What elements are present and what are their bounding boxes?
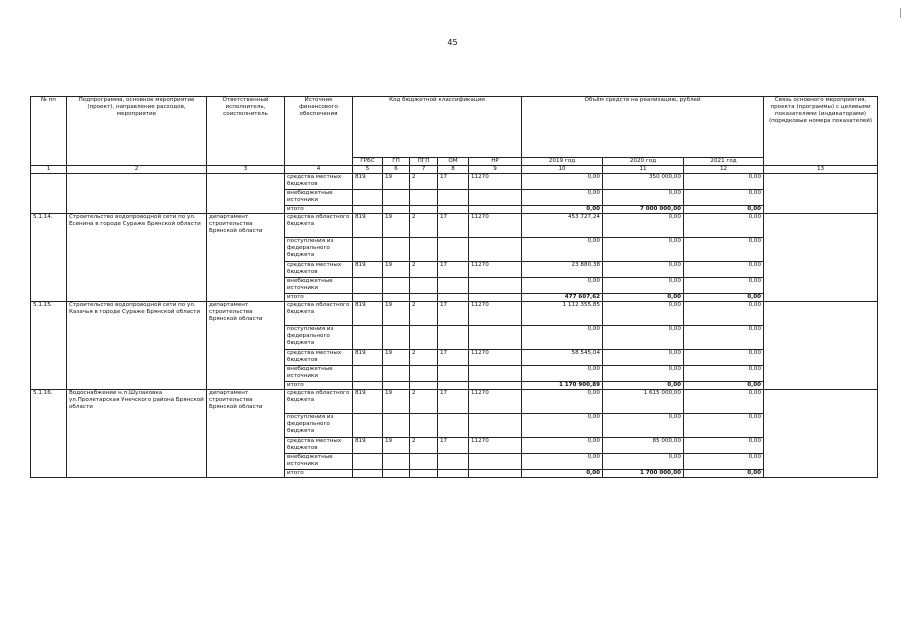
kbk-gp-cell: 19	[383, 213, 410, 237]
amount-2021-cell: 0,00	[684, 173, 764, 189]
col-number: 9	[469, 165, 522, 173]
amount-2021-cell: 0,00	[684, 261, 764, 277]
kbk-nr-cell: 11270	[469, 261, 522, 277]
kbk-gp-cell: 19	[383, 389, 410, 413]
source-cell: поступления из федерального бюджета	[285, 413, 353, 437]
kbk-nr-cell: 11270	[469, 301, 522, 325]
amount-2019-cell: 0,00	[522, 325, 603, 349]
kbk-grbs-cell: 819	[353, 261, 383, 277]
total-2021-cell: 0,00	[684, 381, 764, 389]
col-number: 13	[764, 165, 878, 173]
col-number: 6	[383, 165, 410, 173]
amount-2020-cell: 85 000,00	[603, 437, 684, 453]
amount-2019-cell: 0,00	[522, 389, 603, 413]
header-year-2021: 2021 год	[684, 158, 764, 166]
amount-2020-cell: 0,00	[603, 365, 684, 381]
amount-2019-cell: 23 880,38	[522, 261, 603, 277]
amount-2019-cell: 0,00	[522, 173, 603, 189]
col-number: 10	[522, 165, 603, 173]
total-2020-cell: 0,00	[603, 293, 684, 301]
kbk-gp-cell: 19	[383, 261, 410, 277]
source-cell: внебюджетные источники	[285, 453, 353, 469]
header-num: № пп	[31, 97, 67, 166]
amount-2021-cell: 0,00	[684, 453, 764, 469]
item-executor: департамент строительства Брянской области	[207, 213, 285, 301]
header-year-2019: 2019 год	[522, 158, 603, 166]
source-cell: средства местных бюджетов	[285, 173, 353, 189]
amount-2021-cell: 0,00	[684, 213, 764, 237]
item-executor: департамент строительства Брянской области	[207, 389, 285, 477]
col-number: 5	[353, 165, 383, 173]
amount-2021-cell: 0,00	[684, 325, 764, 349]
amount-2021-cell: 0,00	[684, 437, 764, 453]
page-number: 45	[447, 38, 458, 47]
source-cell: итого	[285, 205, 353, 213]
amount-2021-cell: 0,00	[684, 189, 764, 205]
header-executor: Ответственный исполнитель, соисполнитель	[207, 97, 285, 166]
header-link: Связь основного мероприятия, проекта (программы) с целевыми показателями (индикаторами) (порядковые номера показателей)	[764, 97, 878, 166]
amount-2020-cell: 0,00	[603, 413, 684, 437]
col-number: 3	[207, 165, 285, 173]
amount-2021-cell: 0,00	[684, 413, 764, 437]
col-number: 7	[410, 165, 438, 173]
header-om: ОМ	[438, 158, 469, 166]
header-nr: НР	[469, 158, 522, 166]
amount-2020-cell: 0,00	[603, 261, 684, 277]
item-link-cell	[764, 389, 878, 477]
kbk-nr-cell: 11270	[469, 389, 522, 413]
amount-2019-cell: 1 112 355,85	[522, 301, 603, 325]
header-amount: Объём средств на реализацию, рублей	[522, 97, 764, 158]
total-2020-cell: 0,00	[603, 381, 684, 389]
source-cell: средства местных бюджетов	[285, 437, 353, 453]
kbk-pgp-cell: 2	[410, 173, 438, 189]
kbk-om-cell: 17	[438, 301, 469, 325]
header-source: Источник финансового обеспечения	[285, 97, 353, 166]
total-2021-cell: 0,00	[684, 469, 764, 477]
header-grbs: ГРБС	[353, 158, 383, 166]
kbk-grbs-cell: 819	[353, 349, 383, 365]
col-number: 4	[285, 165, 353, 173]
total-2020-cell: 1 700 000,00	[603, 469, 684, 477]
kbk-grbs-cell: 819	[353, 173, 383, 189]
source-cell: итого	[285, 293, 353, 301]
item-num: 5.1.14.	[31, 213, 67, 301]
amount-2019-cell: 0,00	[522, 437, 603, 453]
source-cell: средства областного бюджета	[285, 389, 353, 413]
source-cell: внебюджетные источники	[285, 365, 353, 381]
amount-2020-cell: 0,00	[603, 301, 684, 325]
kbk-grbs-cell: 819	[353, 213, 383, 237]
kbk-pgp-cell: 2	[410, 301, 438, 325]
kbk-om-cell: 17	[438, 261, 469, 277]
amount-2019-cell: 0,00	[522, 277, 603, 293]
kbk-nr-cell: 11270	[469, 349, 522, 365]
item-executor: департамент строительства Брянской области	[207, 301, 285, 389]
amount-2021-cell: 0,00	[684, 389, 764, 413]
amount-2020-cell: 0,00	[603, 213, 684, 237]
kbk-nr-cell: 11270	[469, 173, 522, 189]
kbk-pgp-cell: 2	[410, 261, 438, 277]
kbk-pgp-cell: 2	[410, 437, 438, 453]
item-num: 5.1.15.	[31, 301, 67, 389]
amount-2019-cell: 58 545,04	[522, 349, 603, 365]
source-cell: внебюджетные источники	[285, 189, 353, 205]
header-gp: ГП	[383, 158, 410, 166]
amount-2020-cell: 1 615 000,00	[603, 389, 684, 413]
source-cell: поступления из федерального бюджета	[285, 325, 353, 349]
total-2019-cell: 0,00	[522, 205, 603, 213]
amount-2020-cell: 0,00	[603, 277, 684, 293]
header-year-2020: 2020 год	[603, 158, 684, 166]
table-row	[31, 301, 878, 325]
col-number: 12	[684, 165, 764, 173]
kbk-pgp-cell: 2	[410, 389, 438, 413]
amount-2021-cell: 0,00	[684, 237, 764, 261]
kbk-nr-cell: 11270	[469, 437, 522, 453]
kbk-om-cell: 17	[438, 389, 469, 413]
item-name: Строительство водопроводной сети по ул. Есенина в городе Сураже Брянской области	[67, 213, 207, 301]
col-number: 8	[438, 165, 469, 173]
kbk-om-cell: 17	[438, 349, 469, 365]
item-name: Строительство водопроводной сети по ул. Казачья в городе Сураже Брянской области	[67, 301, 207, 389]
kbk-gp-cell: 19	[383, 301, 410, 325]
table-row	[31, 389, 878, 413]
cont-name-cell	[67, 173, 207, 213]
amount-2021-cell: 0,00	[684, 277, 764, 293]
total-2021-cell: 0,00	[684, 293, 764, 301]
header-program: Подпрограмма, основное мероприятие (проект), направление расходов, мероприятие	[67, 97, 207, 166]
amount-2020-cell: 350 000,00	[603, 173, 684, 189]
amount-2020-cell: 0,00	[603, 453, 684, 469]
header-kbk: Код бюджетной классификации	[353, 97, 522, 158]
col-number: 1	[31, 165, 67, 173]
table-row	[31, 213, 878, 237]
kbk-gp-cell: 19	[383, 349, 410, 365]
source-cell: средства местных бюджетов	[285, 261, 353, 277]
kbk-om-cell: 17	[438, 173, 469, 189]
edge-mark	[900, 8, 901, 18]
amount-2021-cell: 0,00	[684, 365, 764, 381]
kbk-nr-cell: 11270	[469, 213, 522, 237]
amount-2020-cell: 0,00	[603, 349, 684, 365]
kbk-gp-cell: 19	[383, 173, 410, 189]
item-name: Водоснабжение н.п.Шулаковка ул.Пролетарская Унечского района Брянской области	[67, 389, 207, 477]
item-num: 5.1.16.	[31, 389, 67, 477]
item-link-cell	[764, 213, 878, 301]
source-cell: поступления из федерального бюджета	[285, 237, 353, 261]
kbk-pgp-cell: 2	[410, 349, 438, 365]
col-number: 2	[67, 165, 207, 173]
kbk-om-cell: 17	[438, 213, 469, 237]
amount-2020-cell: 0,00	[603, 237, 684, 261]
kbk-grbs-cell: 819	[353, 301, 383, 325]
amount-2021-cell: 0,00	[684, 301, 764, 325]
col-number: 11	[603, 165, 684, 173]
kbk-grbs-cell: 819	[353, 389, 383, 413]
total-2019-cell: 0,00	[522, 469, 603, 477]
kbk-pgp-cell: 2	[410, 213, 438, 237]
total-2020-cell: 7 000 000,00	[603, 205, 684, 213]
source-cell: внебюджетные источники	[285, 277, 353, 293]
cont-executor-cell	[207, 173, 285, 213]
kbk-grbs-cell: 819	[353, 437, 383, 453]
source-cell: средства областного бюджета	[285, 213, 353, 237]
header-pgp: ПГП	[410, 158, 438, 166]
amount-2019-cell: 0,00	[522, 453, 603, 469]
total-2019-cell: 1 170 900,89	[522, 381, 603, 389]
source-cell: средства местных бюджетов	[285, 349, 353, 365]
table-row	[31, 173, 878, 189]
budget-table	[30, 96, 878, 478]
amount-2019-cell: 0,00	[522, 413, 603, 437]
amount-2020-cell: 0,00	[603, 325, 684, 349]
amount-2021-cell: 0,00	[684, 349, 764, 365]
amount-2020-cell: 0,00	[603, 189, 684, 205]
cont-num-cell	[31, 173, 67, 213]
total-2019-cell: 477 607,62	[522, 293, 603, 301]
source-cell: итого	[285, 381, 353, 389]
item-link-cell	[764, 301, 878, 389]
kbk-om-cell: 17	[438, 437, 469, 453]
amount-2019-cell: 0,00	[522, 189, 603, 205]
amount-2019-cell: 0,00	[522, 365, 603, 381]
kbk-gp-cell: 19	[383, 437, 410, 453]
source-cell: итого	[285, 469, 353, 477]
amount-2019-cell: 453 727,24	[522, 213, 603, 237]
total-2021-cell: 0,00	[684, 205, 764, 213]
cont-link-cell	[764, 173, 878, 213]
amount-2019-cell: 0,00	[522, 237, 603, 261]
source-cell: средства областного бюджета	[285, 301, 353, 325]
